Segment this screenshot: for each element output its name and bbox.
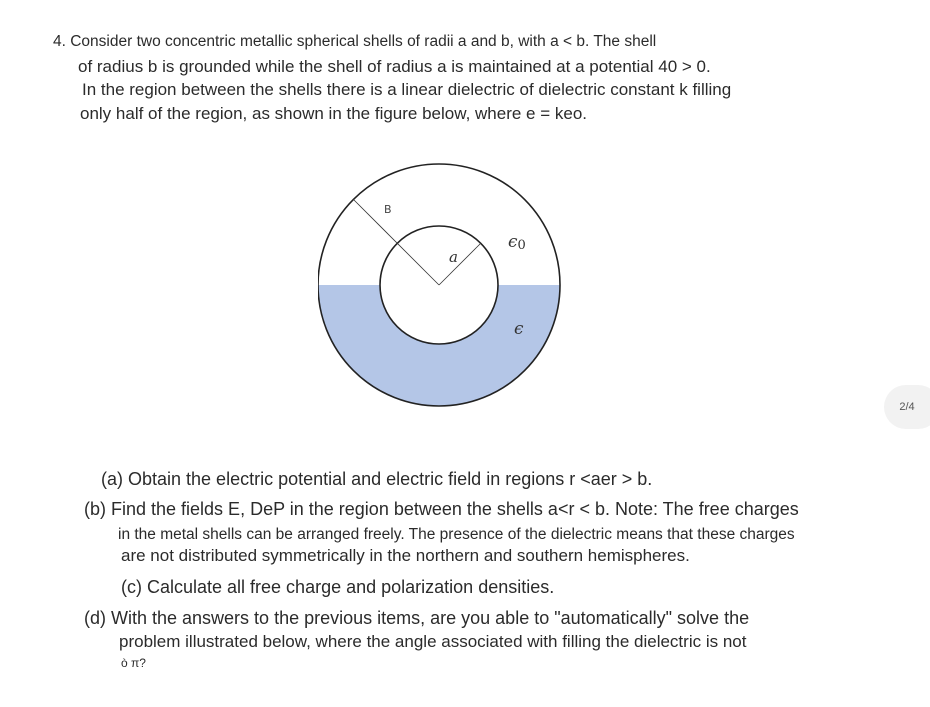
question-c: (c) Calculate all free charge and polarization densities. [121, 577, 555, 597]
question-b-continued-2: are not distributed symmetrically in the northern and southern hemispheres. [121, 546, 690, 565]
problem-line-4: only half of the region, as shown in the figure below, where e = keo. [80, 104, 588, 123]
epsilon-symbol: ϵ [508, 232, 518, 252]
label-a: a [449, 248, 458, 266]
question-b: (b) Find the fields E, DeP in the region between the shells a<r < b. Note: The free charges [84, 499, 799, 519]
question-d: (d) With the answers to the previous items, are you able to "automatically" solve the [84, 608, 750, 628]
question-b-continued-1: in the metal shells can be arranged freely. The presence of the dielectric means that these charges [118, 526, 795, 543]
question-a: (a) Obtain the electric potential and electric field in regions r <aer > b. [101, 469, 653, 489]
problem-line-3: In the region between the shells there is a linear dielectric of dielectric constant k filling [82, 80, 732, 99]
page-indicator[interactable]: 2/4 [884, 385, 930, 429]
epsilon-subscript: 0 [517, 238, 526, 253]
question-d-continued-2: ò π? [121, 656, 146, 670]
problem-line-2: of radius b is grounded while the shell of radius a is maintained at a potential 40 > 0. [78, 57, 711, 76]
concentric-shells-figure [318, 163, 564, 413]
label-epsilon: ϵ [514, 319, 524, 339]
question-d-continued-1: problem illustrated below, where the angle associated with filling the dielectric is not [119, 632, 747, 651]
problem-intro: 4. Consider two concentric metallic spherical shells of radii a and b, with a < b. The shell [53, 33, 657, 50]
label-b: B [384, 203, 392, 216]
